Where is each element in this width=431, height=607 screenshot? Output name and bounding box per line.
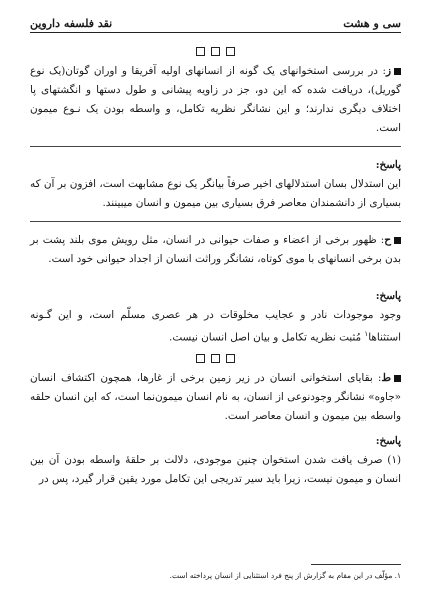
section-ornament — [30, 347, 401, 369]
divider — [30, 146, 401, 148]
bullet-icon — [394, 237, 401, 244]
footnote-ref: ۱ — [364, 330, 369, 338]
header-rule — [30, 32, 401, 33]
book-title: نقد فلسفه داروین — [30, 17, 113, 30]
section-z — [30, 62, 401, 138]
section-text: : بقایای استخوانی انسان در زیر زمین برخی از غارها، همچون اکتشاف انسان «جاوه» نشانگر وجودنوعی از انسان، به نام انسان میمون‌نما است، که این انسان حلقه واسطه بین میمون و انسان معاصر است. — [30, 372, 401, 423]
answer-text: این استدلال بسان استدلالهای اخیر صرفاً بیانگر یک نوع مشابهت است، افزون بر آن که بسیاری از دانشمندان معاصر فرق بسیاری بین میمون و انسان میبینند. — [30, 178, 401, 209]
divider — [30, 221, 401, 223]
answer-label: پاسخ: — [375, 159, 401, 171]
answer-label: پاسخ: — [375, 435, 401, 448]
section-t — [30, 369, 401, 426]
square-icon — [196, 354, 205, 363]
square-icon — [196, 47, 205, 56]
answer-label: پاسخ: — [375, 290, 401, 302]
footnote-rule — [311, 564, 401, 565]
square-icon — [211, 47, 220, 56]
section-marker: ط — [381, 372, 391, 385]
section-marker: ز — [385, 65, 391, 77]
answer-text: (۱) صرف یافت شدن استخوان چنین موجودی، دلالت بر حلقهٔ واسطه بودن آن بین انسان و میمون نیست، زیرا باید سیر تدریجی این تکامل مورد یقین قرار گیرد، پس در — [30, 454, 401, 486]
running-header — [30, 10, 401, 30]
section-h — [30, 231, 401, 269]
page-number-label: سی و هشت — [343, 17, 401, 30]
section-ornament — [30, 40, 401, 62]
square-icon — [226, 47, 235, 56]
bullet-icon — [394, 68, 401, 75]
section-text: : در بررسی استخوانهای یک گونه از انسانهای اولیه آفریقا و اوران گوتان(یک نوع گوریل)، دریافت شده که این دو، جز در زاویه پیشانی و طول دستها و انگشتهای پا اختلاف دیگری ندارند؛ و این نشانگر نظریه تکامل، و واسطه بودن یک نـوع میمون است. — [30, 65, 401, 134]
bullet-icon — [394, 375, 401, 382]
section-text: : ظهور برخی از اعضاء و صفات حیوانی در انسان، مثل رویش موی بلند پشت بر بدن برخی انسانهای با موی کوتاه، نشانگر وراثت انسان از اجداد حیوانی خود است. — [30, 234, 401, 265]
square-icon — [226, 354, 235, 363]
answer-text: وجود موجودات نادر و عجایب مخلوقات در هر عصری مسلّم است، و این گـونه استثناها$^۱$ مُثبت نظریه تکامل و بیان اصل انسان نیست. — [30, 309, 401, 344]
footnote: ۱. مؤلّف در این مقام به گزارش از پنج فرد استثنایی از انسان پرداخته است. — [169, 571, 401, 580]
body-text — [30, 40, 401, 489]
section-marker: ح — [384, 234, 391, 246]
square-icon — [211, 354, 220, 363]
